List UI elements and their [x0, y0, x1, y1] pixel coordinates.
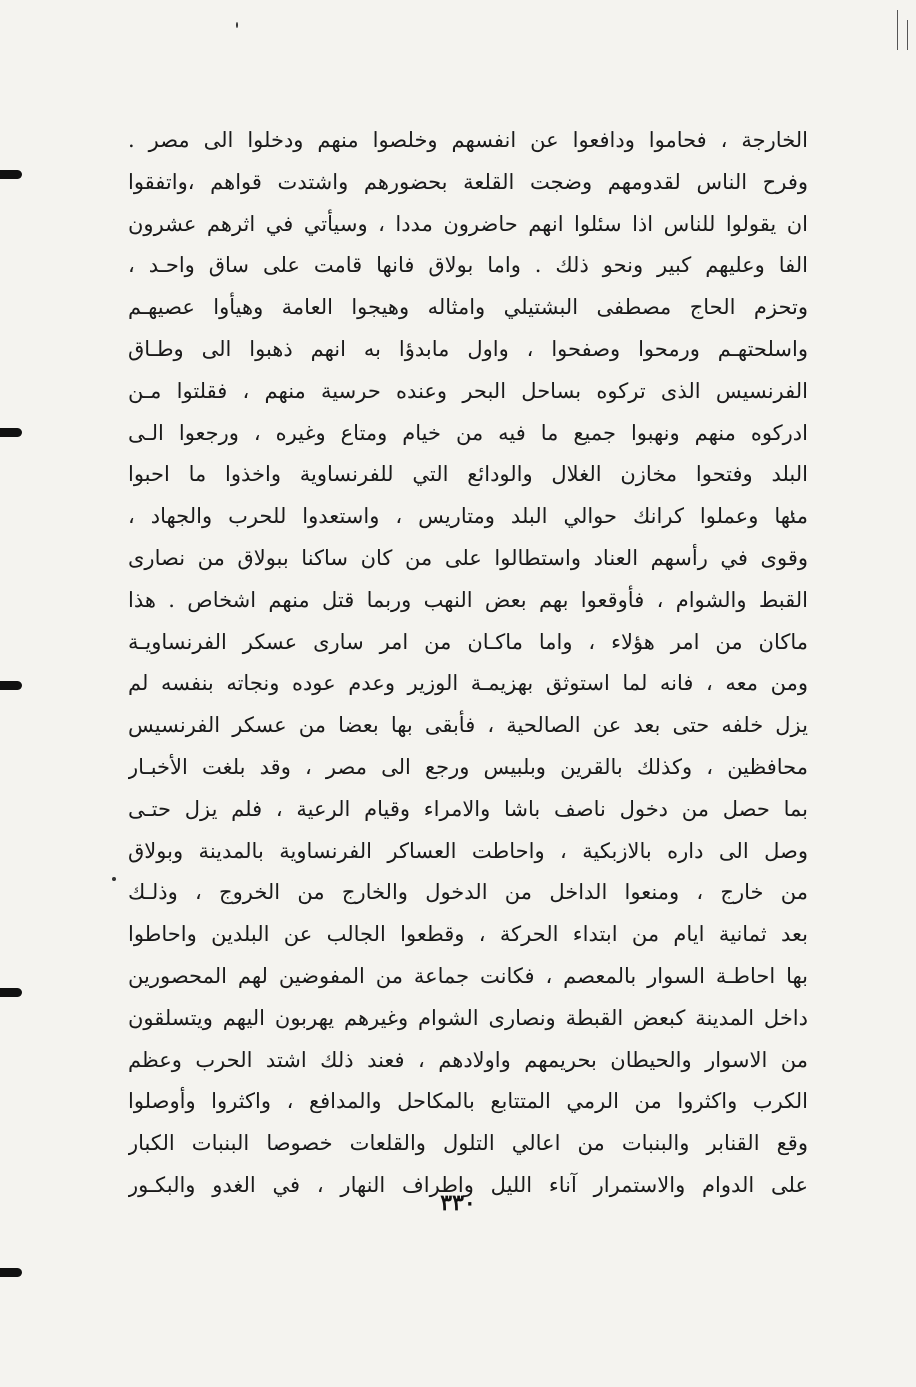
page-number: ٣٣٠: [440, 1190, 476, 1216]
scan-artifact: [897, 10, 898, 50]
text-line: ومن معه ، فانه لما استوثق بهزيمـة الوزير وعدم عوده ونجاته بنفسه لم: [128, 671, 808, 696]
binding-mark: [0, 681, 22, 690]
text-line: محافظين ، وكذلك بالقرين وبلبيس ورجع الى مصر ، وقد بلغت الأخبـار: [128, 754, 808, 779]
text-line: ادركوه منهم ونهبوا جميع ما فيه من خيام ومتاع وغيره ، ورجعوا الـى: [128, 420, 808, 445]
text-line: الفا وعليهم كبير ونحو ذلك . واما بولاق فانها قامت على ساق واحـد ،: [128, 253, 808, 278]
text-line: منها وعملوا كرانك حوالي البلد ومتاريس ، واستعدوا للحرب والجهاد ،: [128, 504, 808, 529]
text-line: وتحزم الحاج مصطفى البشتيلي وامثاله وهيجوا العامة وهيأوا عصيهـم: [128, 295, 808, 320]
text-line: وفرح الناس لقدومهم وضجت القلعة بحضورهم واشتدت قواهم ،واتفقوا: [128, 169, 808, 194]
binding-mark: [0, 988, 22, 997]
text-line: بعد ثمانية ايام من ابتداء الحركة ، وقطعوا الجالب عن البلدين واحاطوا: [128, 922, 808, 947]
text-line: واسلحتهـم ورمحوا وصفحوا ، واول مابدؤا به انهم ذهبوا الى وطـاق: [128, 336, 808, 361]
body-text: [128, 120, 808, 1207]
binding-mark: [0, 428, 22, 437]
ink-speck: [112, 877, 116, 881]
text-line: من الاسوار والحيطان بحريمهم واولادهم ، فعند ذلك اشتد الحرب وعظم: [128, 1047, 808, 1072]
text-line: الكرب واكثروا من الرمي المتتابع بالمكاحل والمدافع ، واكثروا وأوصلوا: [128, 1089, 808, 1114]
binding-mark: [0, 1268, 22, 1277]
text-line: ان يقولوا للناس اذا سئلوا انهم حاضرون مددا ، وسيأتي في اثرهم عشرون: [128, 211, 808, 236]
text-line: الخارجة ، فحاموا ودافعوا عن انفسهم وخلصوا منهم ودخلوا الى مصر .: [128, 128, 808, 152]
text-line: على الدوام والاستمرار آناء الليل واطراف النهار ، في الغدو والبكـور: [128, 1172, 808, 1197]
text-line: البلد وفتحوا مخازن الغلال والودائع التي للفرنساوية واخذوا ما احبوا: [128, 462, 808, 487]
text-line: الفرنسيس الذى تركوه بساحل البحر وعنده حرسية منهم ، فقلتوا مـن: [128, 378, 808, 403]
text-line: بها احاطـة السوار بالمعصم ، فكانت جماعة من المفوضين لهم المحصورين: [128, 963, 808, 988]
text-line: من خارج ، ومنعوا الداخل من الدخول والخارج من الخروج ، وذلـك: [128, 880, 808, 905]
ink-speck: [236, 22, 238, 28]
text-line: وقوى في رأسهم العناد واستطالوا على من كان ساكنا ببولاق من نصارى: [128, 545, 808, 570]
binding-mark: [0, 170, 22, 179]
text-line: بما حصل من دخول ناصف باشا والامراء وقيام الرعية ، فلم يزل حتـى: [128, 796, 808, 821]
text-line: وقع القنابر والبنبات من اعالي التلول والقلعات خصوصا البنبات الكبار: [128, 1131, 808, 1156]
text-line: القبط والشوام ، فأوقعوا بهم بعض النهب وربما قتل منهم اشخاص . هذا: [128, 587, 808, 612]
text-line: وصل الى داره بالازبكية ، واحاطت العساكر الفرنساوية بالمدينة وبولاق: [128, 838, 808, 863]
text-line: داخل المدينة كبعض القبطة ونصارى الشوام وغيرهم يهربون اليهم ويتسلقون: [128, 1005, 808, 1030]
text-line: يزل خلفه حتى بعد عن الصالحية ، فأبقى بها بعضا من عسكر الفرنسيس: [128, 713, 808, 738]
text-line: ماكان من امر هؤلاء ، واما ماكـان من امر سارى عسكر الفرنساويـة: [128, 629, 808, 654]
scan-artifact: [907, 20, 908, 50]
